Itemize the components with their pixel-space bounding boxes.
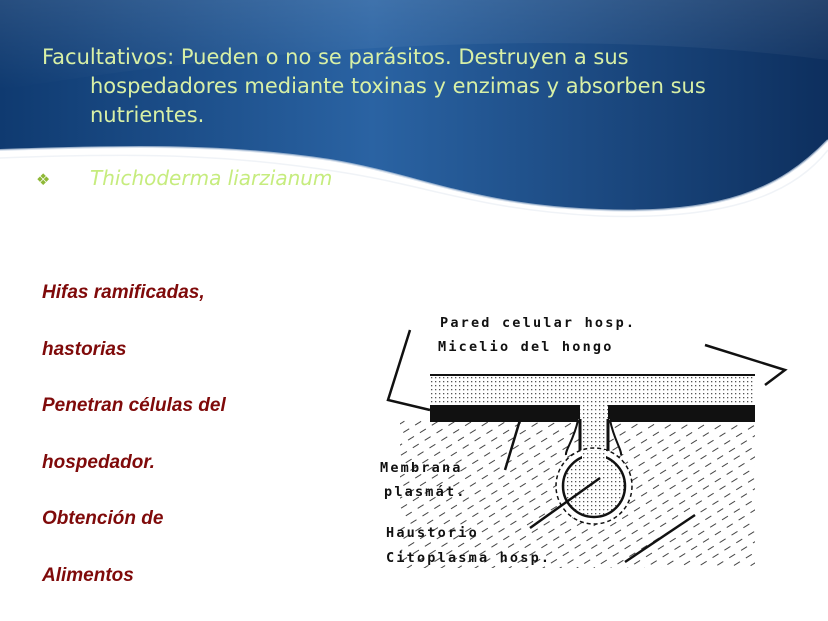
description-list <box>42 280 342 619</box>
species-name: Thichoderma liarzianum <box>90 166 333 190</box>
list-item: hospedador. <box>42 451 155 473</box>
header-line-2: hospedadores mediante toxinas y enzimas y absorben sus <box>90 74 706 98</box>
label-micelio: Micelio del hongo <box>438 339 614 355</box>
header-line-1: Facultativos: Pueden o no se parásitos. Destruyen a sus <box>42 45 629 69</box>
host-cell-wall <box>430 405 580 419</box>
haustorium-body <box>563 455 625 517</box>
list-item: Alimentos <box>42 564 134 586</box>
label-haustorio: Haustorio <box>386 525 479 541</box>
haustorium-diagram <box>370 300 800 590</box>
list-item: hastorias <box>42 338 127 360</box>
diamond-bullet-icon: ❖ <box>36 170 51 189</box>
list-item: Hifas ramificadas, <box>42 282 205 303</box>
header-line-3: nutrientes. <box>90 103 205 127</box>
label-citoplasma: Citoplasma hosp. <box>386 550 552 566</box>
list-item: Penetran células del <box>42 395 226 416</box>
list-item: Obtención de <box>42 508 164 529</box>
label-membrana: Membrana <box>380 460 463 476</box>
label-pared-celular: Pared celular hosp. <box>440 315 637 331</box>
slide-header-text <box>42 43 782 130</box>
label-plasmat: plasmát. <box>384 484 467 500</box>
